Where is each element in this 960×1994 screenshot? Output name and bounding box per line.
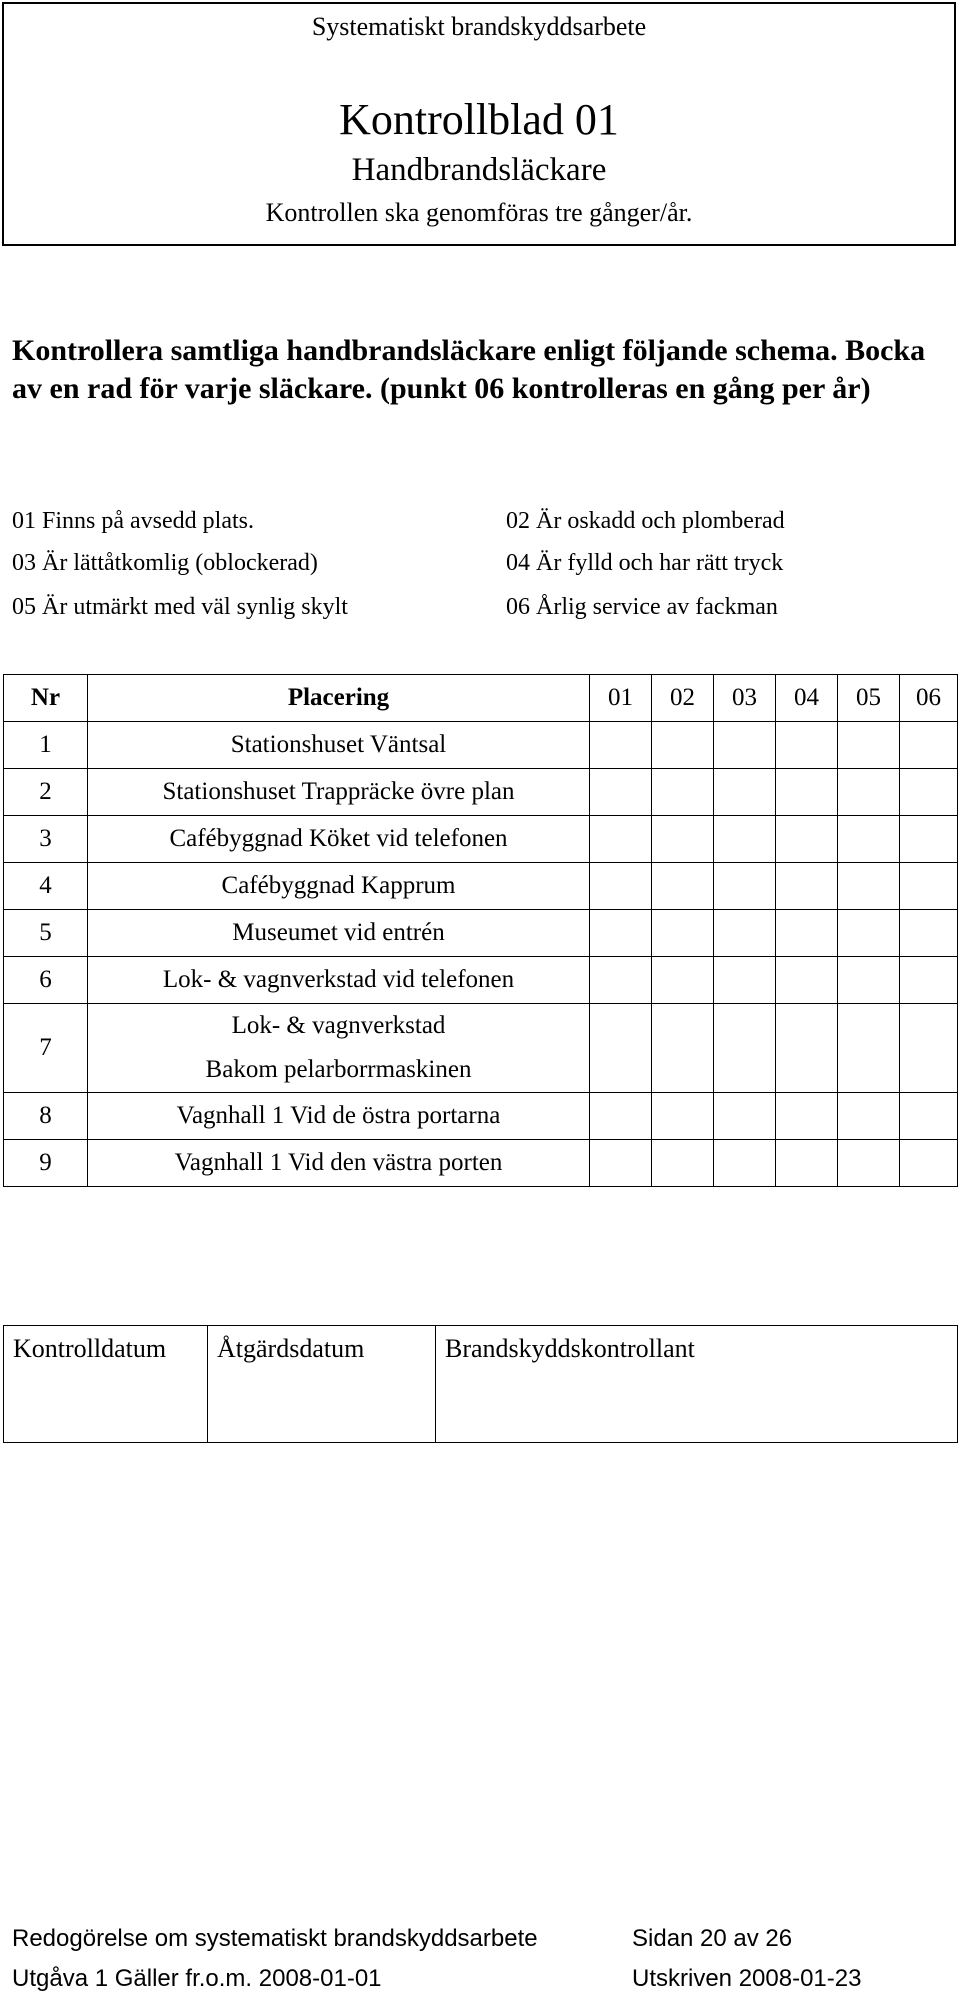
table-row <box>4 1140 958 1187</box>
row-placement <box>88 816 590 863</box>
check-cell-4[interactable] <box>776 1140 838 1187</box>
row-placement <box>88 1093 590 1140</box>
header-placement: Placering <box>88 675 590 722</box>
check-cell-5[interactable] <box>838 863 900 910</box>
check-cell-3[interactable] <box>714 957 776 1004</box>
control-frequency: Kontrollen ska genomföras tre gånger/år. <box>265 198 693 227</box>
header-check-05: 05 <box>838 675 900 722</box>
row-placement <box>88 910 590 957</box>
placement-line: Stationshuset Trappräcke övre plan <box>162 778 515 805</box>
check-cell-3[interactable] <box>714 910 776 957</box>
row-number: 8 <box>4 1093 88 1140</box>
check-cell-5[interactable] <box>838 957 900 1004</box>
check-cell-6[interactable] <box>900 1093 958 1140</box>
header-check-06: 06 <box>900 675 958 722</box>
document-title: Kontrollblad 01 <box>339 95 619 144</box>
table-row <box>4 957 958 1004</box>
criterion-03: 03 Är lättåtkomlig (oblockerad) <box>12 550 318 576</box>
row-number: 4 <box>4 863 88 910</box>
check-cell-4[interactable] <box>776 769 838 816</box>
check-cell-2[interactable] <box>652 1093 714 1140</box>
row-number: 3 <box>4 816 88 863</box>
footer-report: Redogörelse om systematiskt brandskyddsarbete <box>12 1925 538 1952</box>
check-cell-1[interactable] <box>590 863 652 910</box>
header-check-03: 03 <box>714 675 776 722</box>
checklist-table <box>3 674 958 1187</box>
check-cell-4[interactable] <box>776 863 838 910</box>
check-cell-6[interactable] <box>900 957 958 1004</box>
document-subtitle: Handbrandsläckare <box>351 152 607 188</box>
placement-line: Lok- & vagnverkstad <box>231 1012 446 1039</box>
check-cell-4[interactable] <box>776 816 838 863</box>
check-cell-2[interactable] <box>652 957 714 1004</box>
check-cell-4[interactable] <box>776 910 838 957</box>
row-number: 7 <box>4 1004 88 1093</box>
header-check-01: 01 <box>590 675 652 722</box>
placement-line: Cafébyggnad Köket vid telefonen <box>169 825 508 852</box>
check-cell-4[interactable] <box>776 957 838 1004</box>
row-number: 6 <box>4 957 88 1004</box>
check-cell-4[interactable] <box>776 1093 838 1140</box>
check-cell-1[interactable] <box>590 957 652 1004</box>
row-number: 5 <box>4 910 88 957</box>
footer-edition: Utgåva 1 Gäller fr.o.m. 2008-01-01 <box>12 1965 382 1992</box>
placement-line: Bakom pelarborrmaskinen <box>205 1056 472 1083</box>
check-cell-3[interactable] <box>714 816 776 863</box>
check-cell-6[interactable] <box>900 910 958 957</box>
check-cell-3[interactable] <box>714 863 776 910</box>
footer-printed: Utskriven 2008-01-23 <box>632 1965 862 1992</box>
table-row <box>4 863 958 910</box>
table-row <box>4 816 958 863</box>
row-placement <box>88 1004 590 1093</box>
check-cell-1[interactable] <box>590 1004 652 1093</box>
header-box <box>2 2 956 246</box>
check-cell-3[interactable] <box>714 722 776 769</box>
check-cell-1[interactable] <box>590 722 652 769</box>
check-cell-5[interactable] <box>838 1004 900 1093</box>
check-cell-3[interactable] <box>714 1093 776 1140</box>
check-cell-5[interactable] <box>838 1140 900 1187</box>
check-cell-1[interactable] <box>590 816 652 863</box>
check-cell-2[interactable] <box>652 910 714 957</box>
criterion-02: 02 Är oskadd och plomberad <box>506 508 785 534</box>
placement-line: Cafébyggnad Kapprum <box>221 872 456 899</box>
check-cell-6[interactable] <box>900 769 958 816</box>
signature-row <box>4 1326 958 1443</box>
check-cell-6[interactable] <box>900 722 958 769</box>
row-number: 2 <box>4 769 88 816</box>
criterion-06: 06 Årlig service av fackman <box>506 594 778 620</box>
check-cell-3[interactable] <box>714 1140 776 1187</box>
check-cell-5[interactable] <box>838 722 900 769</box>
check-cell-2[interactable] <box>652 816 714 863</box>
criterion-01: 01 Finns på avsedd plats. <box>12 508 254 534</box>
check-cell-2[interactable] <box>652 863 714 910</box>
placement-line: Vagnhall 1 Vid de östra portarna <box>176 1102 501 1129</box>
placement-line: Stationshuset Väntsal <box>230 731 447 758</box>
check-cell-2[interactable] <box>652 769 714 816</box>
control-date-field[interactable]: Kontrolldatum <box>4 1326 208 1443</box>
criterion-04: 04 Är fylld och har rätt tryck <box>506 550 784 576</box>
check-cell-5[interactable] <box>838 1093 900 1140</box>
placement-line: Lok- & vagnverkstad vid telefonen <box>162 966 515 993</box>
check-cell-1[interactable] <box>590 1140 652 1187</box>
row-placement <box>88 863 590 910</box>
row-placement <box>88 722 590 769</box>
header-check-02: 02 <box>652 675 714 722</box>
placement-line: Museumet vid entrén <box>232 919 445 946</box>
inspector-field[interactable]: Brandskyddskontrollant <box>436 1326 958 1443</box>
row-number: 1 <box>4 722 88 769</box>
check-cell-5[interactable] <box>838 769 900 816</box>
check-cell-2[interactable] <box>652 722 714 769</box>
table-row <box>4 769 958 816</box>
row-placement <box>88 957 590 1004</box>
table-body <box>4 722 958 1187</box>
instructions: Kontrollera samtliga handbrandsläckare enligt följande schema. Bocka av en rad för varje släckare. (punkt 06 kontrolleras en gång per år) <box>12 334 926 405</box>
table-row <box>4 722 958 769</box>
check-cell-3[interactable] <box>714 769 776 816</box>
criterion-05: 05 Är utmärkt med väl synlig skylt <box>12 594 348 620</box>
row-number: 9 <box>4 1140 88 1187</box>
table-row <box>4 1004 958 1093</box>
header-check-04: 04 <box>776 675 838 722</box>
placement-line: Vagnhall 1 Vid den västra porten <box>174 1149 503 1176</box>
check-cell-6[interactable] <box>900 863 958 910</box>
check-cell-3[interactable] <box>714 1004 776 1093</box>
check-cell-1[interactable] <box>590 769 652 816</box>
table-row <box>4 1093 958 1140</box>
row-placement <box>88 1140 590 1187</box>
signature-table <box>3 1325 958 1443</box>
document-series: Systematiskt brandskyddsarbete <box>311 12 647 41</box>
check-cell-6[interactable] <box>900 816 958 863</box>
check-cell-2[interactable] <box>652 1140 714 1187</box>
check-cell-5[interactable] <box>838 816 900 863</box>
check-cell-2[interactable] <box>652 1004 714 1093</box>
check-cell-1[interactable] <box>590 910 652 957</box>
table-header-row <box>4 675 958 722</box>
check-cell-6[interactable] <box>900 1140 958 1187</box>
action-date-field[interactable]: Åtgärdsdatum <box>208 1326 436 1443</box>
check-cell-4[interactable] <box>776 1004 838 1093</box>
row-placement <box>88 769 590 816</box>
check-cell-1[interactable] <box>590 1093 652 1140</box>
header-nr: Nr <box>4 675 88 722</box>
check-cell-5[interactable] <box>838 910 900 957</box>
table-row <box>4 910 958 957</box>
check-cell-4[interactable] <box>776 722 838 769</box>
footer-page: Sidan 20 av 26 <box>632 1925 793 1952</box>
check-cell-6[interactable] <box>900 1004 958 1093</box>
